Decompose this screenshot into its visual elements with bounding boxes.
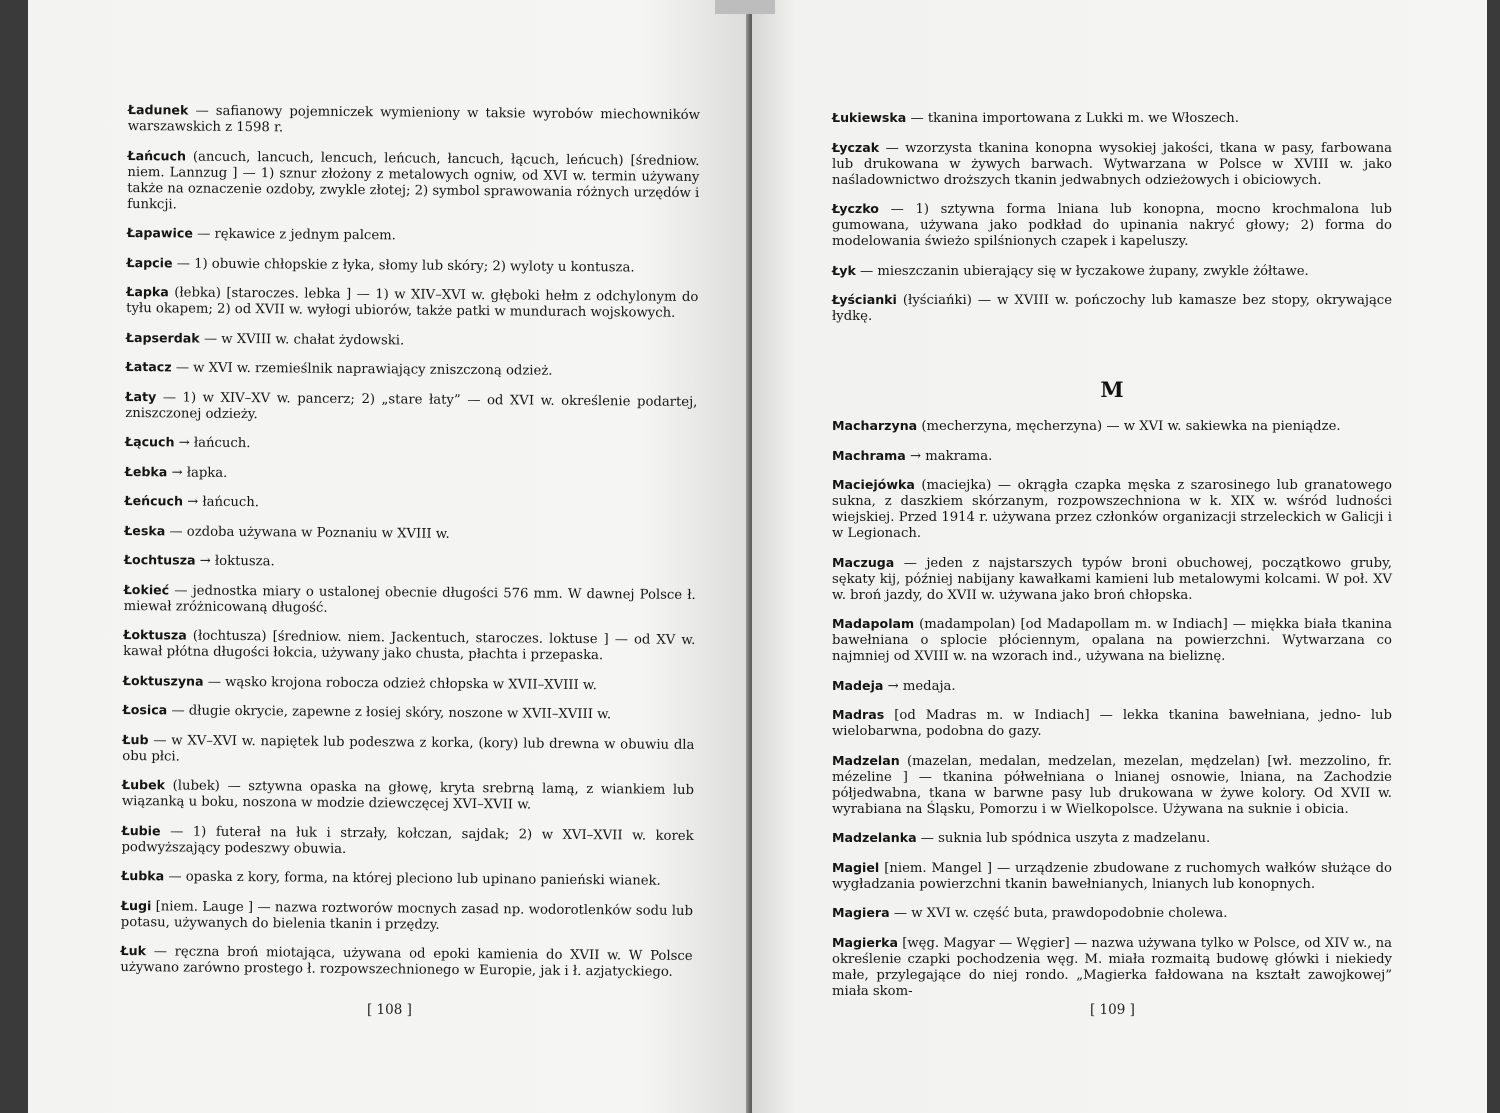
entry-headword: Łuk — [120, 942, 147, 959]
entry-headword: Madzelan — [832, 752, 900, 768]
section-letter: M — [1100, 377, 1124, 402]
entry-headword: Łochtusza — [123, 551, 196, 568]
entry-definition: (łochtusza) [średniow. niem. Jackentuch, staroczes. loktuse ] — od XV w. kawał płótna długości łokcia, używany jako chusta, płachta i przepaska. — [123, 628, 696, 664]
dictionary-entry — [126, 329, 698, 351]
dictionary-entry — [127, 254, 699, 276]
entry-definition: [węg. Magyar — Węgier] — nazwa używana tylko w Polsce, od XIV w., na określenie czapki pochodzenia węg. M. miała rozmaitą budowę główki i niekiedy małe, przylegające do niej rondo. „Magierka fałdowana na kształt zawojkowej” miała skom- — [832, 935, 1392, 999]
entry-headword: Madzelanka — [832, 830, 917, 845]
dictionary-entry — [832, 707, 1392, 740]
entry-headword: Łubie — [121, 822, 161, 838]
dictionary-entry — [832, 830, 1392, 847]
dictionary-entry — [125, 388, 697, 426]
dictionary-entry — [832, 263, 1392, 280]
entry-definition: — w XVI w. rzemieślnik naprawiający zniszczoną odzież. — [171, 360, 553, 379]
entry-definition: — 1) sztywna forma lniana lub konopna, mocno krochmalona lub gumowana, używana jako podkład do upinania nakryć głowy; 2) forma do modelowania świeżo spilśnionych czapek i kapeluszy. — [832, 202, 1392, 249]
dictionary-entry — [832, 678, 1392, 695]
entry-definition: — wzorzysta tkanina konopna wysokiej jakości, tkana w pasy, farbowana lub drukowana w żywych barwach. Wytwarzana w Polsce w XVIII w. jako naśladownictwo droższych tkanin jedwabnych odzieżowych i obiciowych. — [832, 140, 1392, 188]
dictionary-entry — [124, 552, 696, 574]
entries-after-letter — [832, 418, 1392, 1000]
entry-definition: → łańcuch. — [174, 435, 251, 452]
entry-headword: Maczuga — [832, 554, 895, 570]
entry-definition: — opaska z kory, forma, na której pleciono lub upinano panieński wianek. — [164, 869, 661, 889]
entry-headword: Łaty — [125, 388, 157, 404]
dictionary-entry — [123, 702, 695, 724]
entry-headword: Macharzyna — [832, 418, 918, 433]
right-entry-list — [832, 110, 1392, 1012]
entry-definition: — jednostka miary o ustalonej obecnie długości 576 mm. W dawnej Polsce ł. miewał zróżnicowaną długość. — [123, 582, 696, 616]
entry-definition: — mieszczanin ubierający się w łyczakowe żupany, zwykle żółtawe. — [855, 263, 1309, 279]
entry-definition: — 1) obuwie chłopskie z łyka, słomy lub skóry; 2) wyloty u kontusza. — [172, 255, 635, 275]
entry-headword: Łokieć — [123, 581, 170, 597]
entry-headword: Łapserdak — [125, 329, 200, 346]
entry-definition: (łebka) [staroczes. lebka ] — 1) w XIV–XVI w. głęboki hełm z odchylonym do tyłu okapem; 2) od XVII w. wyłogi ubiorów, także patki w mundurach wojskowych. — [126, 285, 699, 321]
dictionary-entry — [832, 477, 1392, 542]
dictionary-entry — [124, 493, 696, 515]
entry-definition: — długie okrycie, zapewne z łosiej skóry, noszone w XVII–XVIII w. — [167, 703, 612, 723]
entry-headword: Łebka — [124, 463, 168, 479]
entry-definition: [niem. Mangel ] — urządzenie zbudowane z ruchomych wałków służące do wygładzania powierzchni tkanin bawełnianych, lnianych lub konopnych. — [832, 860, 1392, 892]
page-number-left: [ 108 ] — [367, 1002, 412, 1018]
entry-headword: Łańcuch — [127, 147, 187, 164]
entry-definition: — jeden z najstarszych typów broni obuchowej, początkowo gruby, sękaty kij, później nabijany kawałkami kamieni lub metalowymi kolcami. W poł. XV w. broń jazdy, do XVII w. używana jako broń chłopska. — [832, 555, 1392, 603]
entry-headword: Łapawice — [126, 224, 193, 241]
entry-headword: Machrama — [832, 447, 906, 463]
dictionary-entry — [128, 102, 700, 140]
entry-definition: (mazelan, medalan, medzelan, mezelan, mędzelan) [wł. mezzolino, fr. mézeline ] — tkanina półwełniana o lnianej osnowie, lniana, na Zachodzie półjedwabna, tkana w barwne pasy lub drukowana w żywe kolory. Od XVII w. wyrabiana na Śląsku, Pomorzu i w Wielkopolsce. Używana na suknie i obicia. — [832, 753, 1392, 817]
dictionary-entry — [832, 555, 1392, 604]
entry-headword: Łoktusza — [123, 626, 187, 643]
page-number-right: [ 109 ] — [1090, 1002, 1135, 1018]
dictionary-entry — [122, 731, 694, 769]
dictionary-entry — [126, 284, 698, 322]
left-page — [28, 0, 750, 1113]
entry-headword: Magiera — [832, 905, 890, 920]
entry-definition: — 1) w XIV–XV w. pancerz; 2) „stare łaty” — od XVI w. określenie podartej, zniszczonej odzieży. — [125, 389, 698, 422]
entry-definition: (ancuch, lancuch, lencuch, leńcuch, łancuch, łącuch, leńcuch) [średniow. niem. Lannzug ] — 1) sznur złożony z metalowych ogniw, od XVI w. termin używany także na oznaczenie ozdoby, zwykle złotej; 2) symbol sprawowania różnych urzędów i funkcji. — [127, 149, 700, 212]
entry-headword: Magierka — [832, 934, 898, 950]
entry-headword: Łącuch — [124, 433, 175, 450]
entry-definition: [od Madras m. w Indiach] — lekka tkanina bawełniana, jedno- lub wielobarwna, podobna do gazy. — [832, 708, 1392, 739]
entry-definition: (lubek) — sztywna opaska na głowę, kryta srebrną lamą, z wiankiem lub wiązanką u boku, noszona w modzie dziewczęcej XVI–XVII w. — [121, 778, 695, 813]
entry-definition: (łyściańki) — w XVIII w. pończochy lub kamasze bez stopy, okrywające łydkę. — [832, 293, 1392, 324]
entry-headword: Łapka — [126, 283, 169, 300]
dictionary-entry — [125, 463, 697, 485]
dictionary-entry — [123, 672, 695, 694]
entry-headword: Łukiewska — [832, 110, 907, 125]
entry-definition: [niem. Lauge ] — nazwa roztworów mocnych zasad np. wodorotlenków sodu lub potasu, używanych do bielenia tkanin i przędzy. — [120, 898, 694, 933]
dictionary-entry — [121, 868, 693, 890]
dictionary-entry — [121, 822, 693, 860]
dictionary-entry — [832, 616, 1392, 665]
entry-definition: — w XV–XVI w. napiętek lub podeszwa z korka, (kory) lub drewna w obuwiu dla obu płci. — [122, 732, 695, 764]
entry-headword: Łapcie — [126, 254, 173, 270]
dictionary-entry — [122, 777, 694, 815]
dictionary-entry — [832, 860, 1392, 893]
entry-headword: Łeńcuch — [124, 492, 184, 509]
dictionary-entry — [127, 225, 699, 247]
binding-top-mark — [715, 0, 775, 14]
left-entry-list — [120, 102, 700, 993]
entry-headword: Madras — [832, 707, 885, 722]
entry-definition: — suknia lub spódnica uszyta z madzelanu. — [916, 831, 1211, 846]
dictionary-entry — [120, 943, 692, 981]
entry-headword: Madapolam — [832, 616, 915, 631]
entry-headword: Łyk — [832, 262, 856, 278]
dictionary-entry — [832, 905, 1392, 922]
entry-definition: → medaja. — [883, 678, 956, 694]
entry-definition: — w XVI w. część buta, prawdopodobnie cholewa. — [889, 906, 1228, 921]
entry-definition: → łańcuch. — [182, 494, 260, 511]
entry-definition: (maciejka) — okrągła czapka męska z szarosinego lub granatowego sukna, z daszkiem skórzanym, rozpowszechniona w k. XIX w. wśród ludności wiejskiej. Przed 1914 r. używana przez członków organizacji strzeleckich w Galicji i w Legionach. — [832, 478, 1392, 541]
entry-headword: Łubka — [121, 867, 165, 884]
entry-headword: Maciejówka — [832, 477, 915, 492]
entry-headword: Łubek — [121, 776, 166, 793]
dictionary-entry — [126, 359, 698, 381]
dictionary-entry — [832, 753, 1392, 818]
entry-headword: Łyścianki — [832, 292, 897, 307]
entry-definition: — ozdoba używana w Poznaniu w XVIII w. — [165, 523, 450, 542]
entry-headword: Ładunek — [127, 102, 189, 118]
entry-definition: — ręczna broń miotająca, używana od epoki kamienia do XVII w. W Polsce używano zarówno prostego ł. rozpowszechnionego w Europie, jak i ł. azjatyckiego. — [120, 944, 693, 980]
entry-definition: (madampolan) [od Madapollam m. w Indiach] — miękka biała tkanina bawełniana o splocie płóciennym, opalana na powierzchni. Wytwarzana co najmniej od XVIII w. na wzorach ind., używana na bieliznę. — [832, 617, 1392, 664]
entry-headword: Łoktuszyna — [122, 672, 204, 689]
dictionary-entry — [832, 418, 1392, 435]
entry-headword: Łatacz — [125, 358, 172, 375]
entry-headword: Łub — [122, 731, 149, 747]
entry-definition: → makrama. — [905, 448, 993, 464]
entry-definition: — safianowy pojemniczek wymieniony w taksie wyrobów miechowników warszawskich z 1598 r. — [127, 103, 700, 136]
dictionary-entry — [832, 201, 1392, 250]
entry-definition: — w XVIII w. chałat żydowski. — [199, 331, 405, 348]
entry-definition: → łoktusza. — [195, 553, 275, 570]
entry-headword: Magiel — [832, 859, 880, 875]
dictionary-entry — [125, 434, 697, 456]
entry-headword: Łeska — [124, 522, 166, 538]
entry-headword: Ługi — [120, 897, 152, 913]
entry-headword: Łosica — [122, 701, 168, 718]
dictionary-entry — [832, 448, 1392, 465]
dictionary-entry — [832, 140, 1392, 189]
entry-definition: — wąsko krojona robocza odzież chłopska w XVII–XVIII w. — [203, 674, 597, 693]
right-page — [752, 0, 1487, 1113]
dictionary-entry — [124, 581, 696, 619]
dictionary-entry — [832, 110, 1392, 127]
dictionary-entry — [127, 147, 700, 217]
entry-definition: — tkanina importowana z Lukki m. we Włoszech. — [906, 111, 1239, 126]
entry-definition: (mecherzyna, męcherzyna) — w XVI w. sakiewka na pieniądze. — [917, 419, 1341, 434]
entries-before-letter — [832, 110, 1392, 325]
entry-headword: Łyczak — [832, 139, 880, 155]
entry-definition: → łapka. — [167, 464, 228, 481]
entry-definition: — 1) futerał na łuk i strzały, kołczan, sajdak; 2) w XVI–XVII w. korek podwyższający podeszwy obuwia. — [121, 823, 694, 857]
entry-headword: Łyczko — [832, 201, 879, 216]
entry-headword: Madeja — [832, 677, 884, 693]
entry-definition: — rękawice z jednym palcem. — [192, 226, 396, 244]
dictionary-entry — [832, 935, 1392, 1000]
dictionary-entry — [123, 627, 695, 665]
dictionary-entry — [832, 292, 1392, 325]
dictionary-entry — [124, 522, 696, 544]
dictionary-entry — [121, 897, 693, 935]
